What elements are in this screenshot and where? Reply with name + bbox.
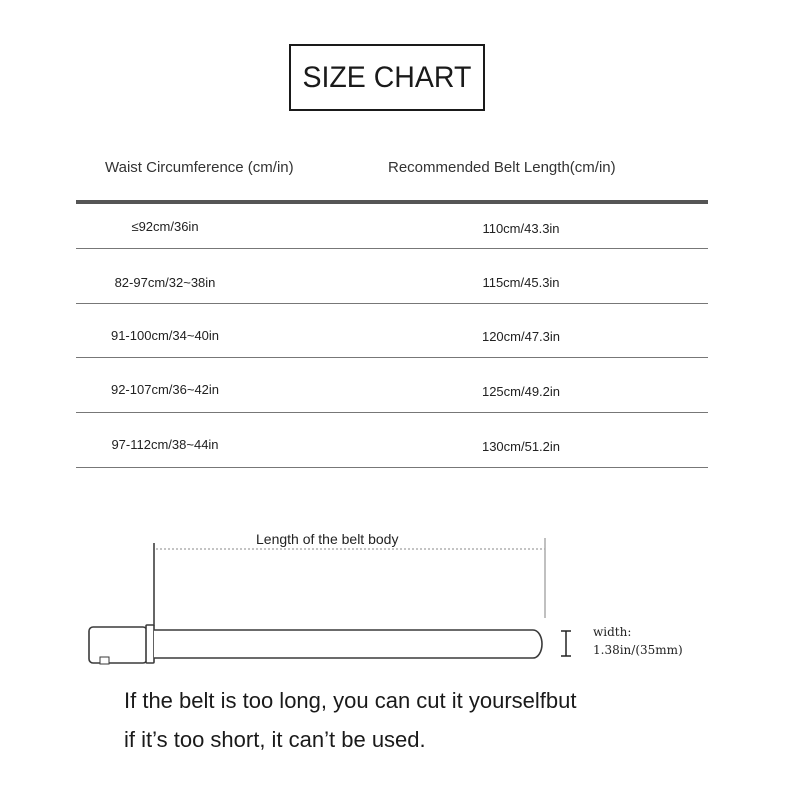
- note-line-1: If the belt is too long, you can cut it yourselfbut: [124, 688, 577, 713]
- header-waist: Waist Circumference (cm/in): [105, 159, 294, 176]
- row-0-waist: ≤92cm/36in: [131, 219, 199, 234]
- row-3-length: 125cm/49.2in: [481, 384, 561, 399]
- note-line-2: if it’s too short, it can’t be used.: [124, 727, 426, 752]
- row-1-waist: 82-97cm/32~38in: [114, 275, 216, 290]
- row-3-waist: 92-107cm/36~42in: [110, 382, 220, 397]
- width-label: [593, 623, 683, 659]
- row-2-waist: 91-100cm/34~40in: [110, 328, 220, 343]
- row-4-length: 130cm/51.2in: [481, 439, 561, 454]
- buckle-tab: [100, 657, 109, 664]
- row-1-length: 115cm/45.3in: [482, 275, 560, 290]
- width-caption: width:: [593, 625, 632, 639]
- page-title: SIZE CHART: [302, 60, 472, 94]
- buckle-icon: [89, 627, 147, 663]
- belt-strap: [154, 630, 542, 658]
- belt-body-label: Length of the belt body: [256, 531, 399, 547]
- row-4-waist: 97-112cm/38~44in: [111, 437, 219, 452]
- width-value: 1.38in/(35mm): [593, 643, 683, 657]
- row-2-length: 120cm/47.3in: [481, 329, 561, 344]
- row-0-length: 110cm/43.3in: [482, 221, 560, 236]
- buckle-bar: [146, 625, 154, 663]
- header-belt-length: Recommended Belt Length(cm/in): [388, 159, 616, 176]
